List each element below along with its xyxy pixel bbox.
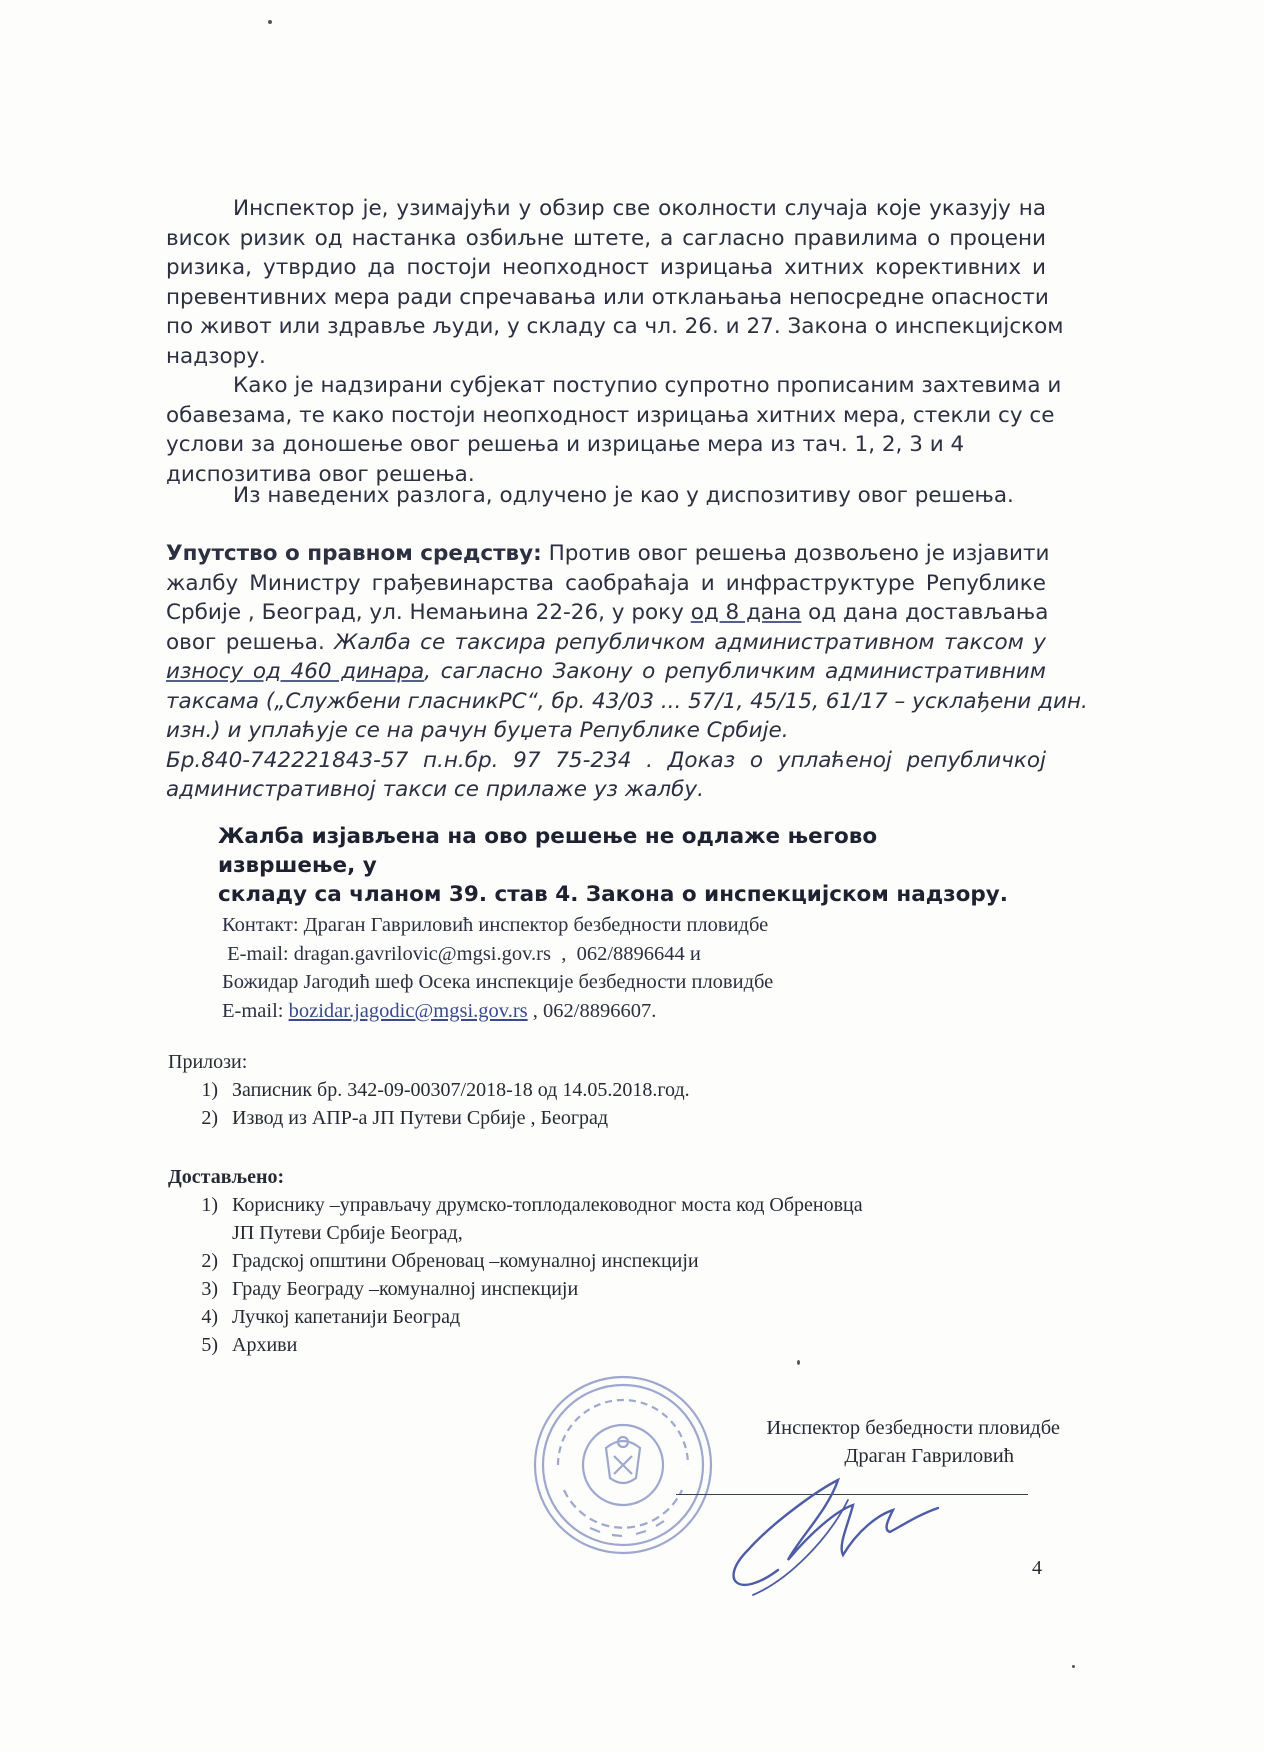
text-segment: , сагласно Закону о републичким административним — [424, 659, 1046, 684]
text-line: по живот или здравље људи, у складу са чл. 26. и 27. Закона о инспекцијском — [166, 314, 1064, 339]
list-item — [168, 1275, 1048, 1303]
text-line: надзору. — [166, 343, 266, 369]
text-line: услови за доношење овог решења и изрицање мера из тач. 1, 2, 3 и 4 — [166, 432, 965, 457]
page-number: 4 — [1032, 1557, 1042, 1579]
list-number: 3) — [201, 1278, 218, 1300]
appeal-deadline: од 8 дана — [690, 600, 802, 625]
text-line: ризика, утврдио да постоји неопходност изрицања хитних корективних и — [166, 255, 1046, 280]
attachments-section — [168, 1048, 1048, 1132]
list-item — [168, 1247, 1048, 1275]
text-segment: таксама („Службени гласникРС“, бр. 43/03 ... 57/1, 45/15, 61/17 – усклађени дин. — [166, 688, 1088, 714]
handwritten-signature-icon — [718, 1460, 948, 1610]
email-label: E-mail: — [222, 999, 289, 1022]
text-line: превентивних мера ради спречавања или отклањања непосредне опасности — [166, 284, 1049, 310]
paragraph-decision — [166, 481, 1046, 511]
text-segment: административној такси се прилаже уз жалбу. — [166, 777, 704, 802]
text-line: Како је надзирани субјекат поступио супротно прописаним захтевима и — [233, 373, 1062, 398]
list-text: Кориснику –управљачу друмско-топлодалеководног моста код Обреновца — [232, 1194, 863, 1216]
list-item — [168, 1076, 1048, 1104]
list-text: Лучкој капетанији Београд — [232, 1306, 461, 1328]
text-line: складу са чланом 39. став 4. Закона о инспекцијском надзору. — [218, 882, 1008, 907]
attachments-heading: Прилози: — [168, 1051, 248, 1073]
text-line: висок ризик од настанка озбиљне штете, а сагласно правилима о процени — [166, 225, 1046, 251]
list-text: Градској општини Обреновац –комуналној инспекцији — [232, 1250, 699, 1272]
list-text: Записник бр. 342-09-00307/2018-18 од 14.05.2018.год. — [232, 1079, 690, 1101]
text-line: обавезама, те како постоји неопходност изрицања хитних мера, стекли су се — [166, 402, 1055, 428]
appeal-note — [218, 822, 1018, 909]
list-number: 1) — [201, 1079, 218, 1101]
list-text-continued: ЈП Путеви Србије Београд, — [232, 1222, 463, 1244]
list-text: Граду Београду –комуналној инспекцији — [232, 1278, 579, 1300]
delivered-section — [168, 1163, 1048, 1359]
tax-amount: износу од 460 динара — [166, 659, 425, 684]
list-text: Извод из АПР-а ЈП Путеви Србије , Београд — [232, 1107, 609, 1129]
email-link[interactable]: bozidar.jagodic@mgsi.gov.rs — [288, 999, 528, 1022]
text-line: Из наведених разлога, одлучено је као у диспозитиву овог решења. — [233, 483, 1014, 508]
signatory-name: Драган Гавриловић — [844, 1445, 1014, 1467]
list-item — [168, 1331, 1048, 1359]
appeal-heading: Упутство о правном средству: — [166, 541, 542, 566]
scan-speck — [1072, 1665, 1075, 1668]
list-number: 2) — [201, 1107, 218, 1129]
account-number: Бр.840-742221843-57 п.н.бр. 97 75-234 . Доказ о уплаћеној републичкој — [166, 747, 1046, 773]
list-text: Архиви — [232, 1334, 298, 1356]
list-number: 4) — [201, 1306, 218, 1328]
list-number: 2) — [201, 1250, 218, 1272]
contact-line: Божидар Јагодић шеф Осека инспекције безбедности пловидбе — [222, 971, 774, 993]
text-segment: овог решења. — [166, 629, 335, 655]
text-line: Жалба изјављена на ово решење не одлаже његово извршење, у — [218, 824, 878, 878]
text-segment: од дана достављања — [801, 600, 1049, 625]
paragraph-risk-assessment — [166, 194, 1064, 371]
contact-line: Контакт: Драган Гавриловић инспектор безбедности пловидбе — [222, 914, 769, 936]
text-segment: Жалба се таксира републичком административном таксом у — [334, 629, 1046, 655]
contact-block — [222, 911, 1022, 1025]
paragraph-conditions — [166, 371, 1062, 489]
text-segment: , 062/8896607. — [527, 999, 657, 1022]
delivered-heading: Достављено: — [168, 1166, 285, 1188]
list-number: 5) — [201, 1334, 218, 1356]
text-line: Инспектор је, узимајући у обзир све околности случаја које указују на — [233, 196, 1046, 221]
list-number: 1) — [201, 1194, 218, 1216]
text-segment: изн.) и уплаћује се на рачун буџета Републике Србије. — [166, 718, 789, 743]
scan-speck — [797, 1360, 800, 1365]
text-line: жалбу Министру грађевинарства саобраћаја и инфраструктуре Републике — [166, 570, 1046, 596]
list-item — [168, 1191, 1048, 1247]
signatory-title: Инспектор безбедности пловидбе — [766, 1417, 1060, 1439]
scan-speck — [268, 20, 272, 24]
appeal-instructions — [166, 539, 1088, 805]
text-line: диспозитива овог решења. — [166, 461, 475, 487]
list-item — [168, 1303, 1048, 1331]
text-segment: Србије , Београд, ул. Немањина 22-26, у року — [166, 600, 691, 625]
list-item — [168, 1104, 1048, 1132]
contact-email-line: E-mail: dragan.gavrilovic@mgsi.gov.rs , 062/8896644 и — [222, 942, 701, 965]
text-segment: Против овог решења дозвољено је изјавити — [541, 541, 1050, 566]
